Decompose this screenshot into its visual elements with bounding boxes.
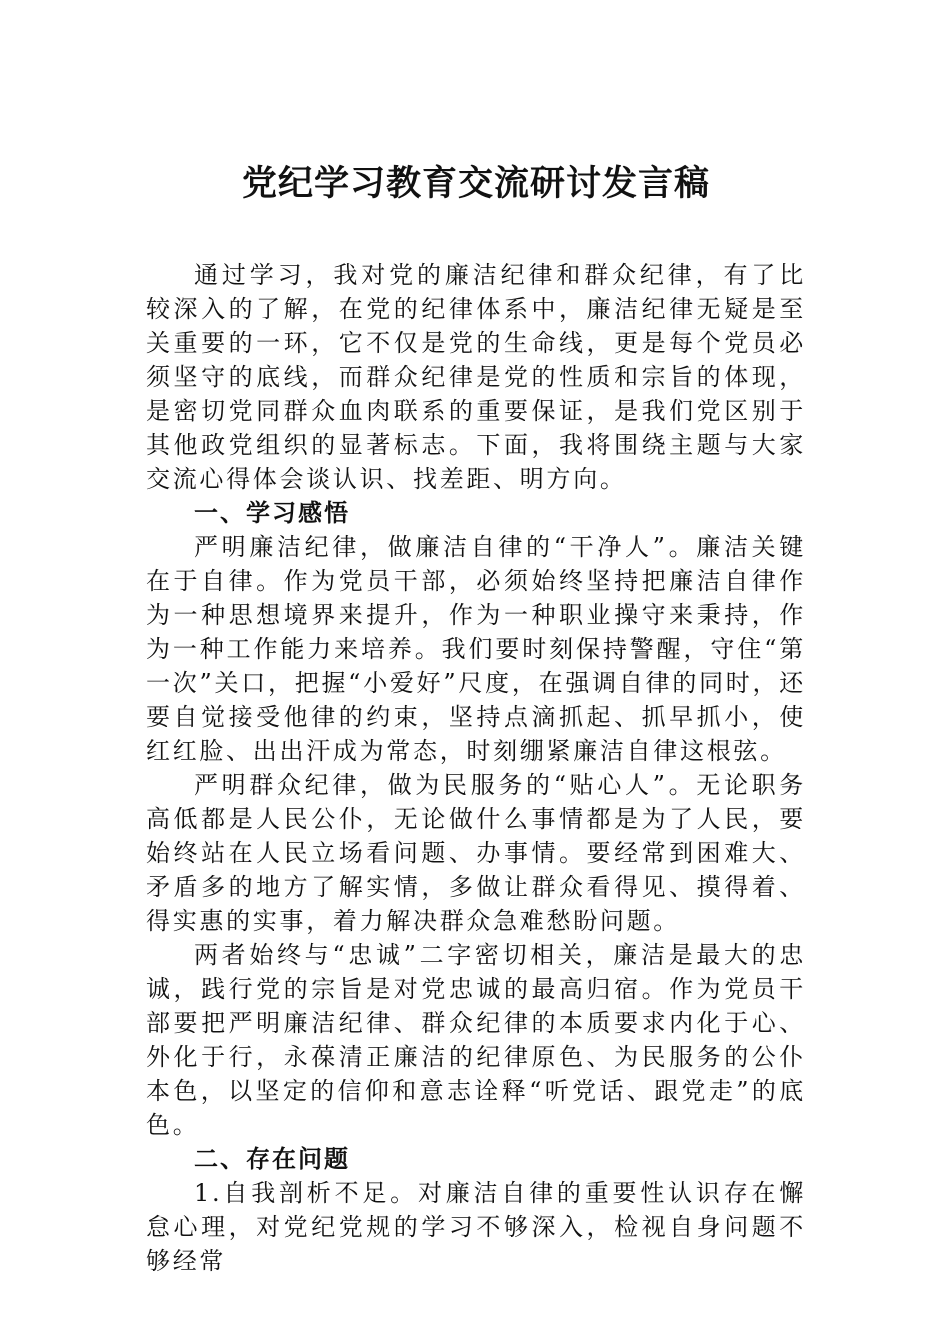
document-title: 党纪学习教育交流研讨发言稿 — [241, 163, 710, 204]
paragraph-masses: 严明群众纪律，做为民服务的“贴心人”。无论职务高低都是人民公仆，无论做什么事情都是为了人民，要始终站在人民立场看问题、办事情。要经常到困难大、矛盾多的地方了解实情，多做让群众看得见、摸得着、得实惠的实事，着力解决群众急难愁盼问题。 — [146, 771, 806, 935]
document-body — [146, 258, 806, 1278]
section-heading-2: 二、存在问题 — [194, 1145, 350, 1173]
section-heading-1: 一、学习感悟 — [194, 499, 350, 527]
paragraph-integrity: 严明廉洁纪律，做廉洁自律的“干净人”。廉洁关键在于自律。作为党员干部，必须始终坚持把廉洁自律作为一种思想境界来提升，作为一种职业操守来秉持，作为一种工作能力来培养。我们要时刻保持警醒，守住“第一次”关口，把握“小爱好”尺度，在强调自律的同时，还要自觉接受他律的约束，坚持点滴抓起、抓早抓小，使红红脸、出出汗成为常态，时刻绷紧廉洁自律这根弦。 — [146, 533, 806, 765]
paragraph-problem-1: 1.自我剖析不足。对廉洁自律的重要性认识存在懈怠心理，对党纪党规的学习不够深入，检视自身问题不够经常 — [146, 1179, 806, 1275]
paragraph-loyalty: 两者始终与“忠诚”二字密切相关，廉洁是最大的忠诚，践行党的宗旨是对党忠诚的最高归宿。作为党员干部要把严明廉洁纪律、群众纪律的本质要求内化于心、外化于行，永葆清正廉洁的纪律原色、为民服务的公仆本色，以坚定的信仰和意志诠释“听党话、跟党走”的底色。 — [146, 941, 806, 1139]
paragraph-intro: 通过学习，我对党的廉洁纪律和群众纪律，有了比较深入的了解，在党的纪律体系中，廉洁纪律无疑是至关重要的一环，它不仅是党的生命线，更是每个党员必须坚守的底线，而群众纪律是党的性质和宗旨的体现，是密切党同群众血肉联系的重要保证，是我们党区别于其他政党组织的显著标志。下面，我将围绕主题与大家交流心得体会谈认识、找差距、明方向。 — [146, 261, 806, 493]
